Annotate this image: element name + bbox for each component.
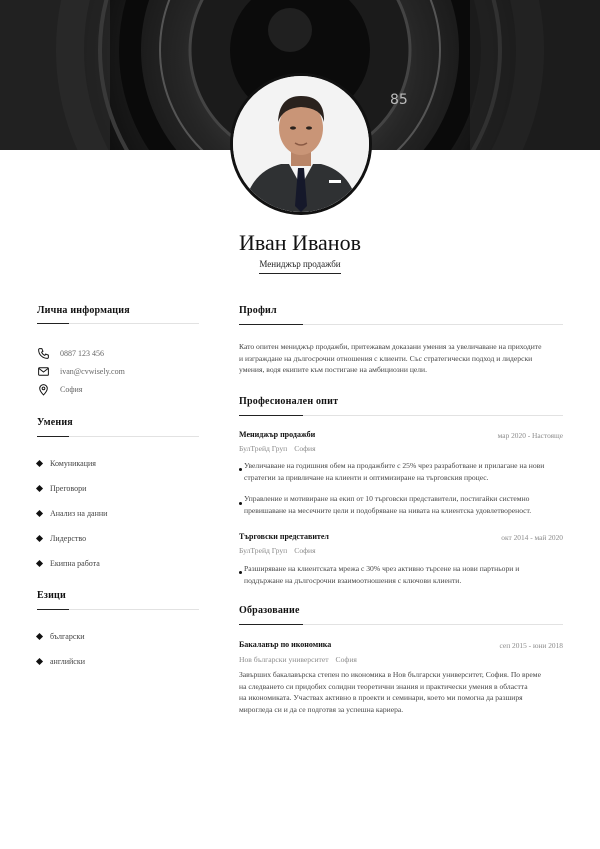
mail-icon [37,365,50,378]
email-text: ivan@cvwisely.com [60,366,125,376]
languages-heading: Езици [37,590,66,601]
degree-dates: сеп 2015 - юни 2018 [499,641,563,650]
location-icon [37,383,50,396]
phone-text: 0887 123 456 [60,348,104,358]
job-bullet-line: стратегии за привличане на клиенти и оптимизиране на търговския процес. [244,473,489,482]
section-divider [37,323,199,324]
diamond-bullet-icon [36,535,43,542]
skill-item: Анализ на данни [37,509,107,518]
diamond-bullet-icon [36,658,43,665]
candidate-name: Иван Иванов [239,230,361,255]
title-underline [259,273,341,274]
profile-photo [230,73,372,215]
job-bullet-line: поддържане на дългосрочни взаимоотношения с ключови клиенти. [244,576,462,585]
job-bullet-line: Разширяване на клиентската мрежа с 30% чрез активно търсене на нови партньори и [244,564,520,573]
school-name: Нов български университет София [239,655,357,664]
skills-heading: Умения [37,417,73,428]
city-text: София [60,384,83,394]
skill-item: Комуникация [37,459,96,468]
section-divider [239,415,563,416]
education-description: Завърших бакалавърска степен по икономика в Нов български университет, София. По време на следването си придобих солидни теоретични знания и практически умения в областта на икономиката. Участвах активно в проекти и семинари, което ми помогна да разширя мирогледа си и да се подготвя за успешна кариера. [239,670,541,714]
diamond-bullet-icon [36,510,43,517]
skill-item: Екипна работа [37,559,100,568]
diamond-bullet-icon [36,560,43,567]
personal-info-heading: Лична информация [37,305,130,316]
section-divider [239,324,563,325]
education-heading: Образование [239,605,300,616]
job-company: БулТрейд Груп София [239,546,316,555]
profile-heading: Профил [239,305,277,316]
job-dates: мар 2020 - Настояще [497,431,563,440]
job-bullet-line: превишаване на месечните цели и подобряване на нивата на клиентска удовлетвореност. [244,506,532,515]
job-bullet-line: Управление и мотивиране на екип от 10 търговски представители, постигайки системно [244,494,530,503]
bullet-dot [239,468,242,471]
phone-icon [37,347,50,360]
section-divider [37,609,199,610]
contact-phone [37,345,104,361]
section-divider [239,624,563,625]
diamond-bullet-icon [36,485,43,492]
bullet-dot [239,571,242,574]
contact-city [37,381,82,397]
contact-email [37,363,125,379]
section-divider [37,436,199,437]
job-title: Търговски представител [239,532,329,541]
bullet-dot [239,502,242,505]
diamond-bullet-icon [36,633,43,640]
diamond-bullet-icon [36,460,43,467]
skill-item: Преговори [37,484,86,493]
job-dates: окт 2014 - май 2020 [501,533,563,542]
language-item: английски [37,657,85,666]
candidate-title: Мениджър продажби [259,259,341,269]
job-company: БулТрейд Груп София [239,444,316,453]
job-bullet-line: Увеличаване на годишния обем на продажбите с 25% чрез разработване и прилагане на нови [244,461,545,470]
profile-summary: Като опитен мениджър продажби, притежавам доказани умения за увеличаване на приходите и изграждане на дългосрочни отношения с клиенти. Със стратегически подход и лидерски умения, водя екипите към постигане на амбициозни цели. [239,342,542,374]
language-item: български [37,632,85,641]
degree-title: Бакалавър по икономика [239,640,332,649]
skill-item: Лидерство [37,534,86,543]
experience-heading: Професионален опит [239,396,339,407]
job-title: Мениджър продажби [239,430,316,439]
lens-number: 85 [390,92,408,108]
